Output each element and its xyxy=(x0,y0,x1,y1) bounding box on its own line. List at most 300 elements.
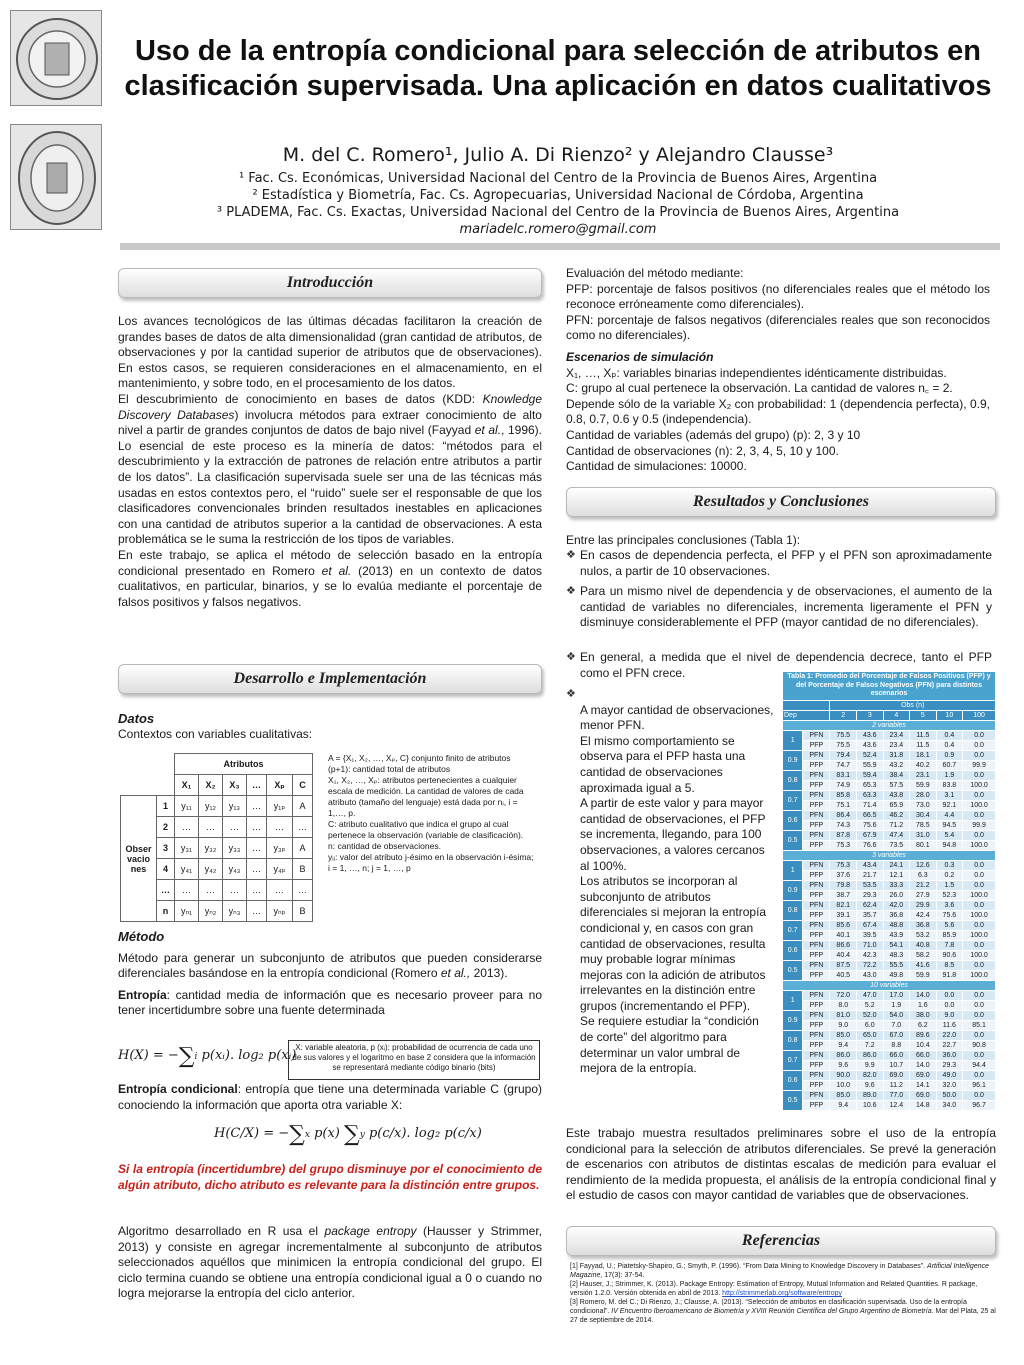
obs-column-header: 5 xyxy=(910,710,937,720)
results-cell: 85.0 xyxy=(830,1090,857,1100)
results-cell: 14.0 xyxy=(910,990,937,1000)
results-cell: 0.0 xyxy=(936,1000,963,1010)
results-cell: 83.8 xyxy=(936,780,963,790)
results-cell: 48.3 xyxy=(883,950,910,960)
dependency-level: 1 xyxy=(783,860,803,880)
results-cell: 76.6 xyxy=(857,840,884,850)
results-cell: 79.8 xyxy=(830,880,857,890)
metric-label: PFP xyxy=(803,1100,830,1110)
results-cell: 9.0 xyxy=(936,1010,963,1020)
entropia-condicional-definition: Entropía condicional: entropía que tiene una determinada variable C (grupo) conociendo la información que aporta otra variable X: xyxy=(118,1082,542,1112)
results-cell: 0.0 xyxy=(963,830,996,840)
results-cell: 86.6 xyxy=(830,940,857,950)
results-cell: 47.0 xyxy=(857,990,884,1000)
results-cell: 82.0 xyxy=(857,1070,884,1080)
results-cell: 89.6 xyxy=(910,1030,937,1040)
datos-cell: y₁₁ xyxy=(175,796,199,817)
results-cell: 80.1 xyxy=(910,840,937,850)
results-cell: 0.0 xyxy=(963,810,996,820)
datos-cell: y₃ₚ xyxy=(267,838,293,859)
results-cell: 94.4 xyxy=(963,1060,996,1070)
results-cell: 0.0 xyxy=(963,1070,996,1080)
reference-1: [1] Fayyad, U.; Piatetsky-Shapiro, G.; Smyth, P. (1996). “From Data Mining to Knowledge Discovery in Databases”. Artificial Intelligence Magazine, 17(3): 37-54. xyxy=(570,1263,989,1279)
results-row xyxy=(783,1040,996,1050)
results-cell: 40.5 xyxy=(830,970,857,980)
results-cell: 9.0 xyxy=(830,1020,857,1030)
results-cell: 9.4 xyxy=(830,1040,857,1050)
results-row xyxy=(783,860,996,870)
results-cell: 22.7 xyxy=(936,1040,963,1050)
dependency-level: 0.7 xyxy=(783,1050,803,1070)
results-cell: 100.0 xyxy=(963,930,996,940)
results-cell: 0.0 xyxy=(963,750,996,760)
results-cell: 99.9 xyxy=(963,760,996,770)
datos-cell: y₄₁ xyxy=(175,859,199,880)
results-cell: 23.4 xyxy=(883,740,910,750)
results-cell: 1.6 xyxy=(910,1000,937,1010)
dependency-level: 0.5 xyxy=(783,960,803,980)
intro-paragraph-1: Los avances tecnológicos de las últimas décadas facilitaron la creación de grandes bases de datos de alta dimensionalidad (gran cantidad de atributos, de observaciones y por la cantidad superior de atributos que de observaciones). En estos casos, se requieren consideraciones en el almacenamiento, en el mantenimiento, y sobre todo, en el procesamiento de los datos. xyxy=(118,314,542,391)
results-row xyxy=(783,730,996,740)
results-cell: 11.5 xyxy=(910,740,937,750)
results-cell: 55.9 xyxy=(857,760,884,770)
results-cell: 0.0 xyxy=(963,900,996,910)
datos-cell: … xyxy=(157,880,175,901)
results-row xyxy=(783,1020,996,1030)
results-cell: 47.4 xyxy=(883,830,910,840)
results-cell: 81.0 xyxy=(830,1010,857,1020)
dependency-level: 0.8 xyxy=(783,770,803,790)
results-cell: 8.0 xyxy=(830,1000,857,1010)
diamond-bullet-icon: ❖ xyxy=(566,585,576,597)
metric-label: PFN xyxy=(803,1090,830,1100)
algoritmo-paragraph: Algoritmo desarrollado en R usa el package entropy (Hausser y Strimmer, 2013) y consiste en agregar incrementalmente al subconjunto de atributos seleccionados aquéllos que minimicen la entropía condicional del grupo. El ciclo termina cuando se obtiene una entropía condicional igual a 0 o cuando no logra mejorarse la entropía del ciclo anterior. xyxy=(118,1224,543,1301)
entropia-definition: Entropía: cantidad media de información que es necesario proveer para no tener incertidumbre sobre una fuente determinada xyxy=(118,987,542,1018)
results-cell: 85.9 xyxy=(936,930,963,940)
results-cell: 11.5 xyxy=(910,730,937,740)
metodo-paragraph-1: Método para generar un subconjunto de atributos que pueden considerarse diferenciales basándose en la entropía condicional (Romero et al., 2013). xyxy=(118,950,542,981)
datos-cell: y₁₃ xyxy=(223,796,247,817)
results-cell: 12.6 xyxy=(910,860,937,870)
dependency-level: 0.7 xyxy=(783,790,803,810)
section-introduccion: Introducción xyxy=(118,268,542,298)
results-cell: 0.0 xyxy=(963,1030,996,1040)
results-cell: 29.9 xyxy=(910,900,937,910)
dependency-level: 1 xyxy=(783,990,803,1010)
metric-label: PFN xyxy=(803,1030,830,1040)
results-cell: 40.8 xyxy=(910,940,937,950)
results-cell: 100.0 xyxy=(963,800,996,810)
results-cell: 90.0 xyxy=(830,1070,857,1080)
col-header: C xyxy=(293,775,313,796)
results-row xyxy=(783,1000,996,1010)
results-cell: 0.4 xyxy=(936,740,963,750)
col-header: X₂ xyxy=(199,775,223,796)
metric-label: PFN xyxy=(803,940,830,950)
results-cell: 22.0 xyxy=(936,1030,963,1040)
results-cell: 36.8 xyxy=(883,910,910,920)
results-cell: 17.0 xyxy=(883,990,910,1000)
entropy-formula-note: X: variable aleatoria, p (xᵢ): probabilidad de ocurrencia de cada uno de sus valores y el logaritmo en base 2 considera que la información se representará mediante código binario (bits) xyxy=(288,1040,540,1080)
dependency-level: 0.8 xyxy=(783,1030,803,1050)
results-cell: 91.8 xyxy=(936,970,963,980)
results-cell: 100.0 xyxy=(963,910,996,920)
results-row xyxy=(783,1100,996,1110)
results-cell: 0.0 xyxy=(963,1090,996,1100)
summation-symbol: ∑ xyxy=(289,1122,305,1147)
datos-cell: … xyxy=(293,880,313,901)
datos-row xyxy=(121,796,313,817)
datos-cell: 2 xyxy=(157,817,175,838)
datos-cell: yₙₚ xyxy=(267,901,293,922)
results-cell: 9.9 xyxy=(857,1060,884,1070)
dependency-level: 0.5 xyxy=(783,830,803,850)
datos-cell: … xyxy=(175,817,199,838)
metric-label: PFN xyxy=(803,990,830,1000)
results-cell: 21.7 xyxy=(857,870,884,880)
diamond-bullet-icon: ❖ xyxy=(566,549,576,561)
results-cell: 65.3 xyxy=(857,780,884,790)
results-cell: 14.0 xyxy=(910,1060,937,1070)
results-cell: 53.2 xyxy=(910,930,937,940)
results-cell: 33.3 xyxy=(883,880,910,890)
results-row xyxy=(783,820,996,830)
results-row xyxy=(783,890,996,900)
results-cell: 100.0 xyxy=(963,890,996,900)
results-cell: 75.3 xyxy=(830,860,857,870)
results-cell: 96.7 xyxy=(963,1100,996,1110)
results-cell: 87.8 xyxy=(830,830,857,840)
results-cell: 71.0 xyxy=(857,940,884,950)
results-cell: 49.0 xyxy=(936,1070,963,1080)
results-cell: 54.1 xyxy=(883,940,910,950)
datos-cell: y₄₃ xyxy=(223,859,247,880)
results-cell: 75.6 xyxy=(857,820,884,830)
results-cell: 58.2 xyxy=(910,950,937,960)
datos-cell: y₃₃ xyxy=(223,838,247,859)
results-cell: 83.1 xyxy=(830,770,857,780)
results-cell: 74.7 xyxy=(830,760,857,770)
results-cell: 0.0 xyxy=(963,860,996,870)
escenario-item: Depende sólo de la variable X₂ con probabilidad: 1 (dependencia perfecta), 0.9, 0.8, 0.7, 0.6 y 0.5 (independencia). xyxy=(566,396,990,427)
results-cell: 85.0 xyxy=(830,1030,857,1040)
results-cell: 96.1 xyxy=(963,1080,996,1090)
results-cell: 94.8 xyxy=(936,840,963,850)
results-cell: 90.8 xyxy=(963,1040,996,1050)
results-cell: 72.2 xyxy=(857,960,884,970)
conclusion-bullet-4: ❖ A mayor cantidad de observaciones, menor PFN. El mismo comportamiento se observa para el PFP hasta una cantidad de observaciones aproximada igual a 5. A partir de este valor y para mayor cantidad de observaciones, el PFP se incrementa, llegando, para 100 observaciones, a valores cercanos al 100%. Los atributos se incorporan al subconjunto de atributos diferenciales si mejoran la entropía condicional y, en casos con gran cantidad de observaciones, resulta muy probable lograr mínimas mejoras con la adición de atributos irrelevantes en la distinción entre grupos (incrementando el PFP). Se requiere estudiar la “condición de corte” del algoritmo para determinar un valor umbral de mejora de la entropía. xyxy=(566,688,774,1076)
variables-group-label: 2 variables xyxy=(783,720,996,730)
col-header: X₃ xyxy=(223,775,247,796)
results-cell: 38.7 xyxy=(830,890,857,900)
metric-label: PFN xyxy=(803,830,830,840)
results-cell: 0.0 xyxy=(963,740,996,750)
results-cell: 8.8 xyxy=(883,1040,910,1050)
results-cell: 36.0 xyxy=(936,1050,963,1060)
results-cell: 75.5 xyxy=(830,730,857,740)
final-paragraph: Este trabajo muestra resultados preliminares sobre el uso de la entropía condicional para la selección de atributos diferenciales. Se prevé la generación de escenarios con atributos de distintas escalas de medición para evaluar el rendimiento de la medida propuesta, el análisis de la entropía condicional final y el estudio de casos con mayor cantidad de variables que de observaciones. xyxy=(566,1126,996,1203)
results-row xyxy=(783,830,996,840)
dep-header: Dep xyxy=(783,710,830,720)
dependency-level: 0.9 xyxy=(783,880,803,900)
results-row xyxy=(783,930,996,940)
metric-label: PFN xyxy=(803,1070,830,1080)
datos-cell: … xyxy=(175,880,199,901)
results-row xyxy=(783,870,996,880)
conclusion-bullet-1: ❖ En casos de dependencia perfecta, el PFP y el PFN son aproximadamente nulos, a partir de 10 observaciones. xyxy=(566,548,992,578)
results-cell: 43.0 xyxy=(857,970,884,980)
results-cell: 0.0 xyxy=(963,960,996,970)
results-cell: 59.4 xyxy=(857,770,884,780)
dependency-level: 0.8 xyxy=(783,900,803,920)
datos-subtitle: Contextos con variables cualitativas: xyxy=(118,726,313,741)
results-cell: 3.1 xyxy=(936,790,963,800)
results-cell: 6.3 xyxy=(910,870,937,880)
obs-column-header: 100 xyxy=(963,710,996,720)
datos-cell: B xyxy=(293,901,313,922)
results-row xyxy=(783,910,996,920)
results-cell: 31.8 xyxy=(883,750,910,760)
dependency-level: 0.6 xyxy=(783,940,803,960)
datos-cell: 3 xyxy=(157,838,175,859)
obs-column-header: 4 xyxy=(883,710,910,720)
datos-cell: … xyxy=(267,817,293,838)
results-cell: 75.3 xyxy=(830,840,857,850)
dependency-level: 0.6 xyxy=(783,810,803,830)
results-cell: 99.9 xyxy=(963,820,996,830)
datos-cell: y₃₂ xyxy=(199,838,223,859)
results-cell: 40.4 xyxy=(830,950,857,960)
results-cell: 42.0 xyxy=(883,900,910,910)
results-cell: 0.9 xyxy=(936,750,963,760)
results-cell: 32.0 xyxy=(936,1080,963,1090)
results-cell: 27.9 xyxy=(910,890,937,900)
dependency-level: 0.5 xyxy=(783,1090,803,1110)
results-row xyxy=(783,810,996,820)
results-row xyxy=(783,920,996,930)
references-list xyxy=(570,1262,1000,1325)
results-cell: 7.2 xyxy=(857,1040,884,1050)
results-row xyxy=(783,990,996,1000)
datos-cell: … xyxy=(247,901,267,922)
conclusion-bullet-3: ❖ En general, a medida que el nivel de dependencia decrece, tanto el PFP como el PFN crece. xyxy=(566,650,992,680)
results-row xyxy=(783,1030,996,1040)
results-cell: 48.8 xyxy=(883,920,910,930)
summation-symbol: ∑ xyxy=(344,1122,360,1147)
results-cell: 0.0 xyxy=(963,920,996,930)
datos-cell: … xyxy=(247,859,267,880)
affiliation-2: ² Estadística y Biometría, Fac. Cs. Agropecuarias, Universidad Nacional de Córdoba, Argentina xyxy=(252,188,864,203)
section-desarrollo: Desarrollo e Implementación xyxy=(118,664,542,694)
datos-cell: B xyxy=(293,859,313,880)
entropy-formula: H(X) = −∑i p(xᵢ). log₂ p(xᵢ) xyxy=(118,1044,297,1069)
results-cell: 10.0 xyxy=(830,1080,857,1090)
diamond-bullet-icon: ❖ xyxy=(566,688,576,700)
results-cell: 57.5 xyxy=(883,780,910,790)
results-cell: 21.2 xyxy=(910,880,937,890)
results-cell: 7.8 xyxy=(936,940,963,950)
results-cell: 69.0 xyxy=(910,1090,937,1100)
results-row xyxy=(783,1070,996,1080)
results-cell: 52.0 xyxy=(857,1010,884,1020)
summation-symbol: ∑ xyxy=(178,1044,195,1069)
datos-cell: n xyxy=(157,901,175,922)
results-cell: 50.0 xyxy=(936,1090,963,1100)
results-cell: 0.0 xyxy=(963,990,996,1000)
results-row xyxy=(783,880,996,890)
results-cell: 66.0 xyxy=(910,1050,937,1060)
results-cell: 43.9 xyxy=(883,930,910,940)
datos-cell: 1 xyxy=(157,796,175,817)
results-row xyxy=(783,900,996,910)
results-cell: 0.0 xyxy=(963,730,996,740)
reference-3: [3] Romero, M. del C.; Di Rienzo, J.; Clausse, A. (2013). “Selección de atributos en clasificación supervisada. Uso de la entropía condicional”. IV Encuentro Iberoamericano de Biometría y XVIII Reunión Científica del Grupo Argentino de Biometría. Mar del Plata, 25 al 27 de septiembre de 2014. xyxy=(570,1299,996,1324)
results-cell: 75.6 xyxy=(936,910,963,920)
results-cell: 1.9 xyxy=(936,770,963,780)
datos-table xyxy=(120,753,313,922)
results-cell: 23.1 xyxy=(910,770,937,780)
results-cell: 29.3 xyxy=(936,1060,963,1070)
results-cell: 41.6 xyxy=(910,960,937,970)
metric-label: PFP xyxy=(803,970,830,980)
results-cell: 0.2 xyxy=(936,870,963,880)
results-cell: 14.1 xyxy=(910,1080,937,1090)
results-cell: 86.4 xyxy=(830,810,857,820)
results-row xyxy=(783,740,996,750)
results-cell: 52.3 xyxy=(936,890,963,900)
datos-cell: y₄₂ xyxy=(199,859,223,880)
escenario-item: Cantidad de variables (además del grupo) (p): 2, 3 y 10 xyxy=(566,427,861,442)
results-cell: 39.1 xyxy=(830,910,857,920)
results-cell: 100.0 xyxy=(963,950,996,960)
results-cell: 0.0 xyxy=(963,940,996,950)
dependency-level: 0.6 xyxy=(783,1070,803,1090)
diamond-bullet-icon: ❖ xyxy=(566,651,576,663)
datos-cell: … xyxy=(247,817,267,838)
metric-label: PFN xyxy=(803,810,830,820)
intro-paragraph-3: En este trabajo, se aplica el método de selección basado en la entropía condicional presentado en Romero et al. (2013) en un contexto de datos cualitativos, en particular, binarios, y se lo evalúa mediante el porcentaje de falsos positivos y falsos negativos. xyxy=(118,547,543,609)
results-cell: 69.0 xyxy=(910,1070,937,1080)
metric-label: PFP xyxy=(803,870,830,880)
dependency-level: 0.9 xyxy=(783,1010,803,1030)
results-cell: 0.0 xyxy=(963,870,996,880)
results-row xyxy=(783,760,996,770)
section-resultados: Resultados y Conclusiones xyxy=(566,487,996,517)
results-row xyxy=(783,1060,996,1070)
results-cell: 53.5 xyxy=(857,880,884,890)
metric-label: PFN xyxy=(803,1050,830,1060)
datos-cell: … xyxy=(267,880,293,901)
datos-cell: y₃₁ xyxy=(175,838,199,859)
results-cell: 82.1 xyxy=(830,900,857,910)
metodo-block xyxy=(118,929,542,1019)
results-row xyxy=(783,780,996,790)
datos-cell: … xyxy=(199,880,223,901)
results-cell: 11.6 xyxy=(936,1020,963,1030)
datos-cell: yₙ₃ xyxy=(223,901,247,922)
evaluacion-block xyxy=(566,266,990,475)
intro-text xyxy=(118,314,542,610)
results-cell: 26.0 xyxy=(883,890,910,900)
results-cell: 7.0 xyxy=(883,1020,910,1030)
metric-label: PFP xyxy=(803,1040,830,1050)
results-cell: 71.4 xyxy=(857,800,884,810)
results-row xyxy=(783,840,996,850)
results-cell: 0.0 xyxy=(963,770,996,780)
results-cell: 5.6 xyxy=(936,920,963,930)
evaluacion-intro: Evaluación del método mediante: xyxy=(566,266,744,280)
results-cell: 85.6 xyxy=(830,920,857,930)
dependency-level: 1 xyxy=(783,730,803,750)
results-cell: 59.9 xyxy=(910,970,937,980)
dep-spacer xyxy=(783,700,830,710)
results-cell: 31.0 xyxy=(910,830,937,840)
results-row xyxy=(783,1090,996,1100)
results-cell: 0.4 xyxy=(936,730,963,740)
results-cell: 52.4 xyxy=(857,750,884,760)
results-cell: 87.5 xyxy=(830,960,857,970)
metric-label: PFP xyxy=(803,820,830,830)
escenario-item: Cantidad de observaciones (n): 2, 3, 4, 5, 10 y 100. xyxy=(566,443,839,458)
metric-label: PFP xyxy=(803,1060,830,1070)
results-cell: 79.4 xyxy=(830,750,857,760)
results-cell: 65.0 xyxy=(857,1030,884,1040)
metric-label: PFN xyxy=(803,750,830,760)
results-cell: 75.5 xyxy=(830,740,857,750)
results-cell: 28.0 xyxy=(910,790,937,800)
obs-column-header: 3 xyxy=(857,710,884,720)
results-cell: 9.4 xyxy=(830,1100,857,1110)
results-cell: 71.2 xyxy=(883,820,910,830)
affiliations xyxy=(118,170,998,238)
metric-label: PFN xyxy=(803,770,830,780)
metodo-heading: Método xyxy=(118,929,165,944)
results-row xyxy=(783,950,996,960)
results-row xyxy=(783,1080,996,1090)
results-cell: 9.6 xyxy=(830,1060,857,1070)
results-cell: 37.6 xyxy=(830,870,857,880)
reference-2: [2] Hauser, J.; Strimmer, K. (2013). Package Entropy: Estimation of Entropy, Mutual Information and Related Quantities. R package, versión 1.2.0. Versión obtenida en abril de 2013. http://strimmerlab.org/software/entropy xyxy=(570,1281,978,1297)
results-cell: 6.2 xyxy=(910,1020,937,1030)
metric-label: PFP xyxy=(803,930,830,940)
entropy-package-link[interactable]: http://strimmerlab.org/software/entropy xyxy=(722,1290,842,1297)
escenario-item: C: grupo al cual pertenece la observación. La cantidad de valores n꜀ = 2. xyxy=(566,381,953,396)
results-cell: 12.1 xyxy=(883,870,910,880)
metric-label: PFN xyxy=(803,880,830,890)
results-cell: 0.0 xyxy=(963,1050,996,1060)
datos-cell: … xyxy=(199,817,223,838)
results-cell: 0.0 xyxy=(963,1000,996,1010)
metric-label: PFN xyxy=(803,860,830,870)
results-cell: 100.0 xyxy=(963,840,996,850)
results-cell: 85.1 xyxy=(963,1020,996,1030)
results-cell: 67.9 xyxy=(857,830,884,840)
datos-cell: yₙ₁ xyxy=(175,901,199,922)
metric-label: PFP xyxy=(803,910,830,920)
datos-cell: … xyxy=(247,838,267,859)
results-cell: 5.2 xyxy=(857,1000,884,1010)
results-cell: 66.5 xyxy=(857,810,884,820)
results-cell: 4.4 xyxy=(936,810,963,820)
pfn-definition: PFN: porcentaje de falsos negativos (diferenciales reales que son reconocidos como no diferenciales). xyxy=(566,312,990,343)
results-cell: 54.0 xyxy=(883,1010,910,1020)
variables-group-label: 10 variables xyxy=(783,980,996,990)
results-row xyxy=(783,750,996,760)
results-cell: 43.2 xyxy=(883,760,910,770)
results-cell: 86.0 xyxy=(830,1050,857,1060)
col-header: Xₚ xyxy=(267,775,293,796)
resultados-intro: Entre las principales conclusiones (Tabla 1): xyxy=(566,533,801,547)
